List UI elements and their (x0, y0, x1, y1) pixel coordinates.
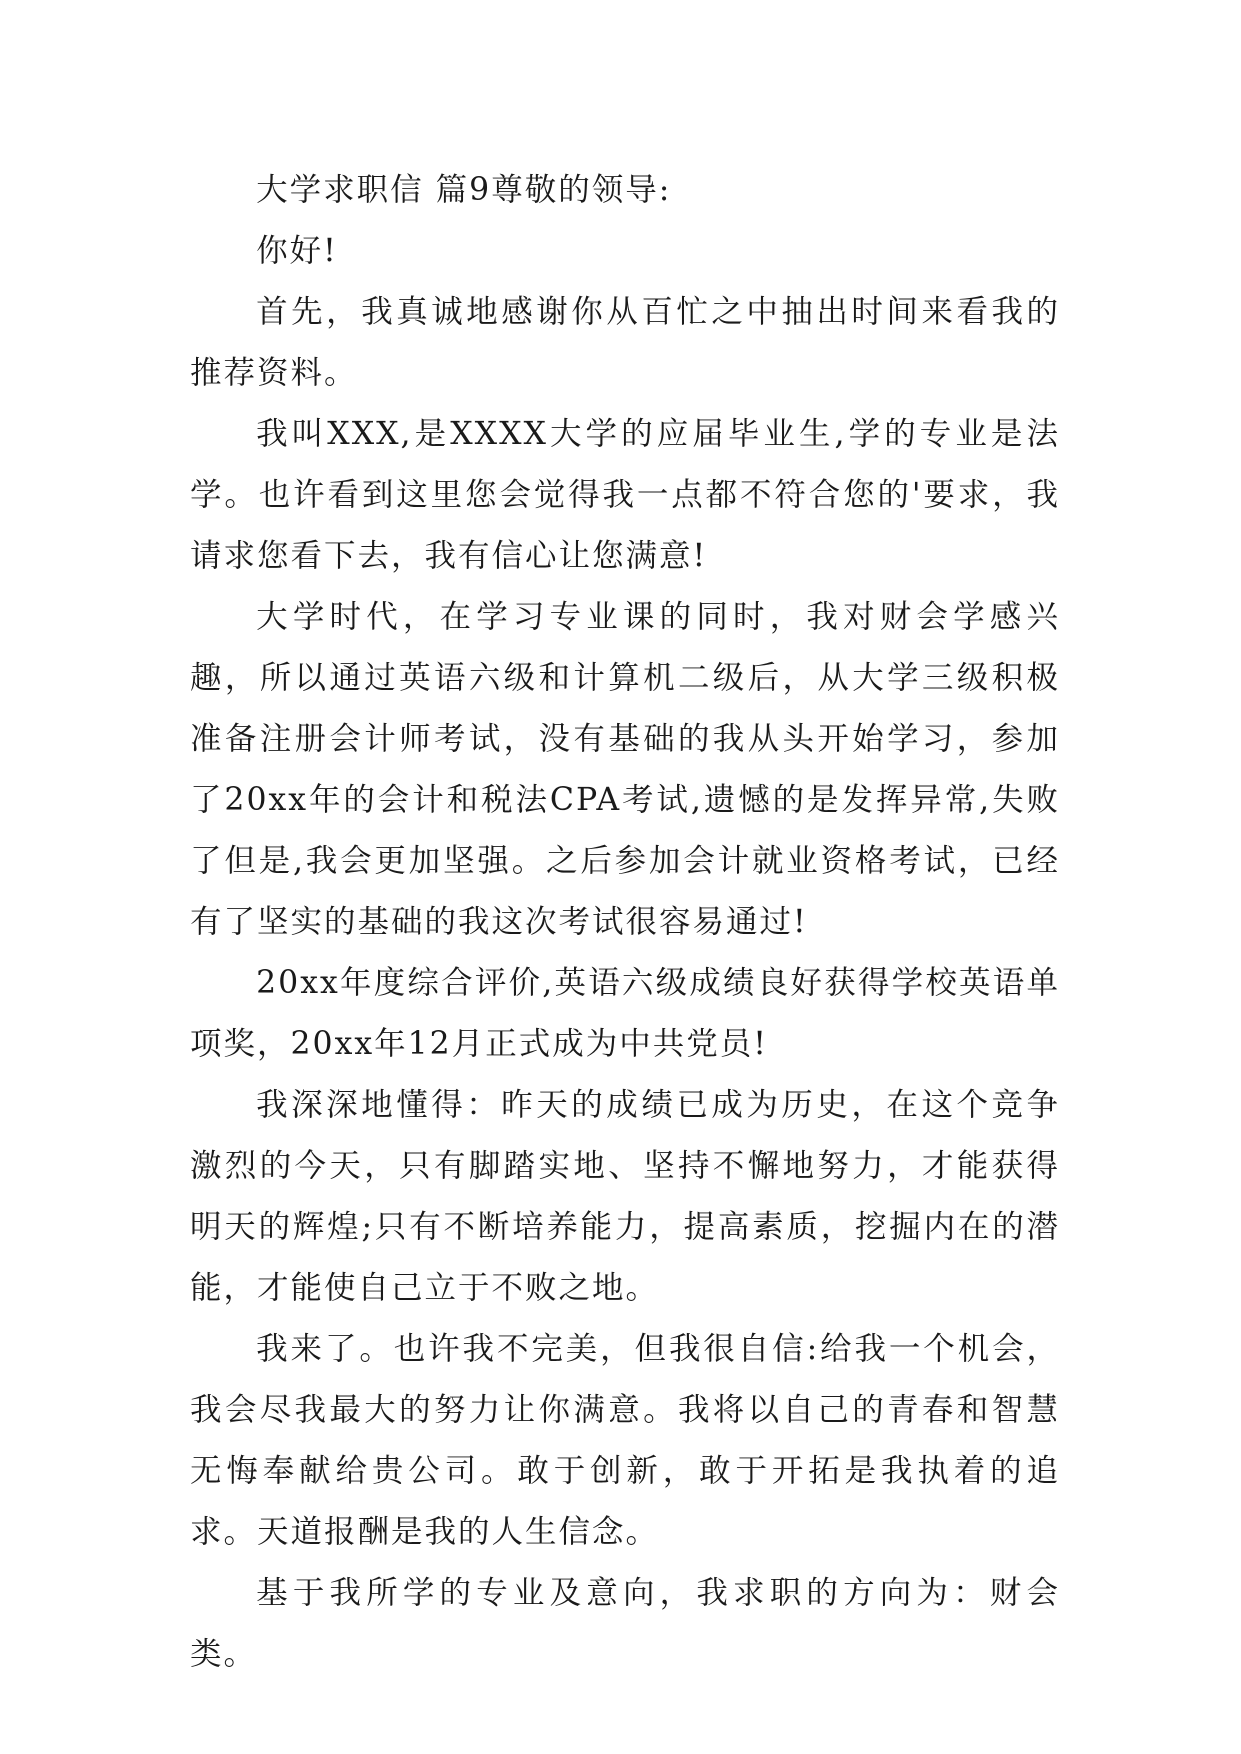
paragraph-introduction: 我叫XXX,是XXXX大学的应届毕业生,学的专业是法学。也许看到这里您会觉得我一点都不符合您的'要求，我请求您看下去，我有信心让您满意! (190, 416, 1060, 574)
heading-greeting-line: 大学求职信 篇9尊敬的领导: (256, 172, 672, 208)
paragraph-university-experience: 大学时代，在学习专业课的同时，我对财会学感兴趣，所以通过英语六级和计算机二级后，从大学三级积极准备注册会计师考试，没有基础的我从头开始学习，参加了20xx年的会计和税法CPA考试,遗憾的是发挥异常,失败了但是,我会更加坚强。之后参加会计就业资格考试，已经有了坚实的基础的我这次考试很容易通过! (190, 599, 1060, 940)
salutation: 你好! (256, 233, 338, 269)
paragraph-job-direction: 基于我所学的专业及意向，我求职的方向为：财会类。 (190, 1575, 1060, 1672)
paragraph-thanks: 首先，我真诚地感谢你从百忙之中抽出时间来看我的推荐资料。 (190, 294, 1060, 391)
paragraph-commitment: 我来了。也许我不完美，但我很自信:给我一个机会，我会尽我最大的努力让你满意。我将以自己的青春和智慧无悔奉献给贵公司。敢于创新，敢于开拓是我执着的追求。天道报酬是我的人生信念。 (190, 1331, 1060, 1550)
paragraph-philosophy: 我深深地懂得：昨天的成绩已成为历史，在这个竞争激烈的今天，只有脚踏实地、坚持不懈地努力，才能获得明天的辉煌;只有不断培养能力，提高素质，挖掘内在的潜能，才能使自己立于不败之地。 (190, 1087, 1060, 1306)
document-body (190, 160, 1060, 1685)
paragraph-awards: 20xx年度综合评价,英语六级成绩良好获得学校英语单项奖，20xx年12月正式成为中共党员! (190, 965, 1060, 1062)
